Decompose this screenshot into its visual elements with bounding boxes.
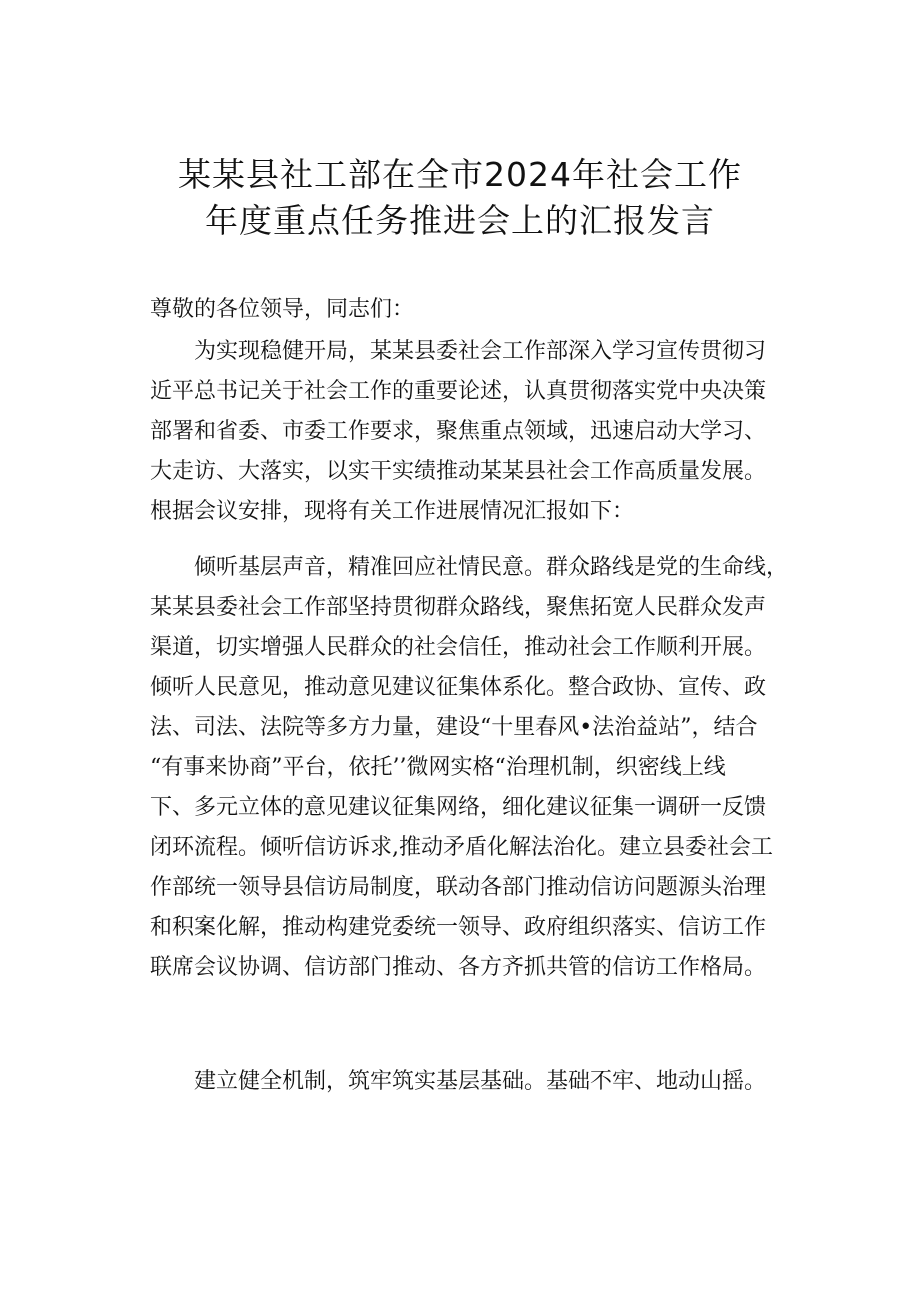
- paragraph-line: 下、多元立体的意见建议征集网络，细化建议征集一调研一反馈: [150, 795, 767, 820]
- paragraph-listening: [150, 548, 800, 988]
- title-line-1: 某某县社工部在全市2024年社会工作: [178, 155, 742, 194]
- title-line-2: 年度重点任务推进会上的汇报发言: [205, 201, 715, 240]
- paragraph-line: 联席会议协调、信访部门推动、各方齐抓共管的信访工作格局。: [150, 955, 767, 980]
- paragraph-line: 作部统一领导县信访局制度，联动各部门推动信访问题源头治理: [150, 875, 767, 900]
- paragraph-line: 渠道，切实增强人民群众的社会信任，推动社会工作顺利开展。: [150, 635, 767, 660]
- paragraph-line: 和积案化解，推动构建党委统一领导、政府组织落实、信访工作: [150, 915, 767, 940]
- paragraph-line: 闭环流程。倾听信访诉求,推动矛盾化解法治化。建立县委社会工: [150, 835, 773, 860]
- paragraph-line: 倾听基层声音，精准回应社情民意。群众路线是党的生命线，: [194, 555, 789, 580]
- paragraph-line: 法、司法、法院等多方力量，建设“十里春风•法治益站”，结合: [150, 715, 758, 740]
- paragraph-line: 建立健全机制，筑牢筑实基层基础。基础不牢、地动山摇。: [194, 1069, 767, 1094]
- paragraph-line: 倾听人民意见，推动意见建议征集体系化。整合政协、宣传、政: [150, 675, 767, 700]
- paragraph-line: 大走访、大落实，以实干实绩推动某某县社会工作高质量发展。: [150, 459, 767, 484]
- paragraph-line: 某某县委社会工作部坚持贯彻群众路线，聚焦拓宽人民群众发声: [150, 595, 767, 620]
- salutation: [150, 290, 800, 330]
- paragraph-intro: [150, 332, 800, 532]
- paragraph-line: 为实现稳健开局，某某县委社会工作部深入学习宣传贯彻习: [194, 339, 767, 364]
- document-title: [0, 152, 920, 244]
- paragraph-line: 根据会议安排，现将有关工作进展情况汇报如下：: [150, 499, 635, 524]
- paragraph-line: 近平总书记关于社会工作的重要论述，认真贯彻落实党中央决策: [150, 379, 767, 404]
- paragraph-line: “有事来协商”平台，依托’’微网实格“治理机制，织密线上线: [150, 755, 726, 780]
- salutation-text: 尊敬的各位领导，同志们：: [150, 297, 415, 322]
- paragraph-mechanism: [150, 1062, 800, 1102]
- paragraph-line: 部署和省委、市委工作要求，聚焦重点领域，迅速启动大学习、: [150, 419, 767, 444]
